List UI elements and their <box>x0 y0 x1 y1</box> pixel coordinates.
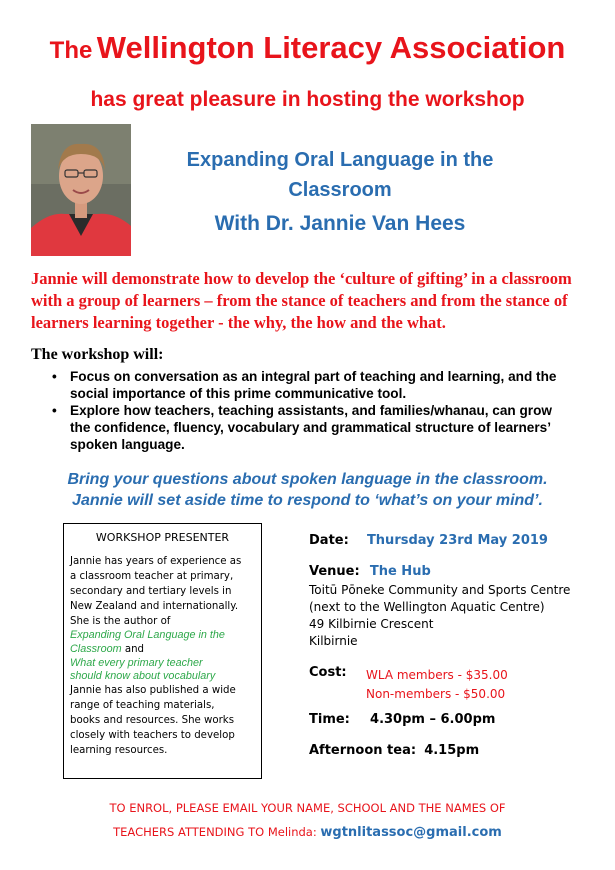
questions-callout <box>0 469 615 511</box>
bullet-line: spoken language. <box>70 437 185 452</box>
intro-line: with a group of learners – from the stance of teachers and from the stance of <box>31 291 568 310</box>
enrol-line2 <box>0 820 615 845</box>
cost-values <box>366 666 508 704</box>
enrol-email-link[interactable]: wgtnlitassoc@gmail.com <box>320 825 502 840</box>
intro-line: learners learning together - the why, the how and the what. <box>31 313 446 332</box>
presenter-line: Jannie has also published a wide <box>70 685 236 696</box>
address-line: Kilbirnie <box>309 634 358 648</box>
bullet-icon: • <box>52 369 57 384</box>
org-name: Wellington Literacy Association <box>96 30 566 65</box>
presenter-line: secondary and tertiary levels in <box>70 586 232 597</box>
presenter-box <box>63 523 262 779</box>
intro-paragraph <box>31 268 591 334</box>
presenter-line: range of teaching materials, <box>70 700 215 711</box>
cost-label-wrap <box>309 665 347 680</box>
date-value: Thursday 23rd May 2019 <box>366 533 548 548</box>
header-subtitle: has great pleasure in hosting the workshop <box>90 88 525 111</box>
presenter-line: closely with teachers to develop <box>70 730 235 741</box>
address-line: 49 Kilbirnie Crescent <box>309 617 434 631</box>
enrol-line1: TO ENROL, PLEASE EMAIL YOUR NAME, SCHOOL AND THE NAMES OF <box>109 801 506 815</box>
venue-row <box>309 564 431 579</box>
enrol-section <box>0 796 615 845</box>
time-label: Time: <box>309 712 350 727</box>
workshop-bullets <box>50 368 595 453</box>
presenter-line: Jannie has years of experience as <box>70 556 242 567</box>
cost-nonmembers: Non-members - $50.00 <box>366 687 506 701</box>
bullet-line: Focus on conversation as an integral part of teaching and learning, and the <box>70 369 557 384</box>
date-row <box>309 533 548 548</box>
tea-value: 4.15pm <box>424 743 480 758</box>
workshop-title-line1: Expanding Oral Language in the <box>186 149 494 171</box>
presenter-line: She is the author of <box>70 616 171 627</box>
presenter-line: New Zealand and internationally. <box>70 601 239 612</box>
cost-members: WLA members - $35.00 <box>366 668 508 682</box>
enrol-line2-text: TEACHERS ATTENDING TO Melinda: <box>113 825 321 839</box>
venue-address <box>309 582 570 650</box>
time-value: 4.30pm – 6.00pm <box>370 712 496 727</box>
time-row <box>309 712 495 727</box>
address-line: (next to the Wellington Aquatic Centre) <box>309 600 545 614</box>
questions-line: Bring your questions about spoken language in the classroom. <box>67 471 548 488</box>
and-text: and <box>121 644 145 655</box>
venue-value: The Hub <box>369 564 431 579</box>
workshop-will-heading: The workshop will: <box>31 346 164 363</box>
bullet-line: Explore how teachers, teaching assistants, and families/whanau, can grow <box>70 403 552 418</box>
book-title-2-line2: should know about vocabulary <box>70 670 216 682</box>
bullet-item <box>50 368 595 402</box>
tea-row <box>309 743 479 758</box>
book-title-2: What every primary teacher <box>70 657 203 669</box>
bullet-line: social importance of this prime communicative tool. <box>70 386 407 401</box>
presenter-line: a classroom teacher at primary, <box>70 571 234 582</box>
date-label: Date: <box>309 533 349 548</box>
bullet-icon: • <box>52 403 57 418</box>
intro-line: Jannie will demonstrate how to develop the ‘culture of gifting’ in a classroom <box>31 269 572 288</box>
presenter-line: learning resources. <box>70 745 168 756</box>
presenter-photo <box>31 124 131 256</box>
title-the: The <box>49 37 93 64</box>
book-title-1: Expanding Oral Language in the <box>70 629 225 641</box>
cost-label: Cost: <box>309 665 347 680</box>
tea-label: Afternoon tea: <box>309 743 417 758</box>
presenter-portrait-icon <box>31 124 131 256</box>
presenter-name: With Dr. Jannie Van Hees <box>214 212 466 235</box>
workshop-title-line2: Classroom <box>288 179 392 201</box>
presenter-heading: WORKSHOP PRESENTER <box>95 531 230 544</box>
bullet-line: the confidence, fluency, vocabulary and grammatical structure of learners’ <box>70 420 551 435</box>
venue-label: Venue: <box>309 564 360 579</box>
book-title-1-line2: Classroom <box>70 643 122 655</box>
org-title <box>0 30 615 66</box>
workshop-title <box>140 145 540 205</box>
questions-line: Jannie will set aside time to respond to ‘what’s on your mind’. <box>72 492 543 509</box>
presenter-line: books and resources. She works <box>70 715 235 726</box>
bullet-item <box>50 402 595 453</box>
address-line: Toitū Pōneke Community and Sports Centre <box>309 583 571 597</box>
book-title-1-cont <box>70 642 255 657</box>
